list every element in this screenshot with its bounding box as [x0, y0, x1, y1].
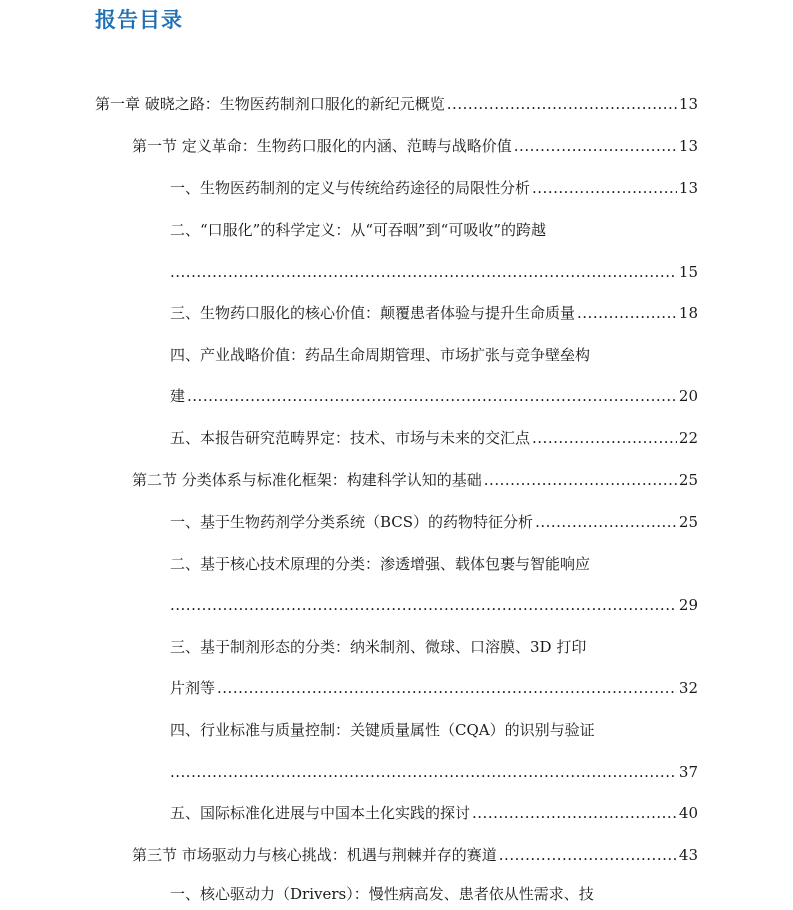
- toc-page-number: 20: [678, 387, 698, 405]
- toc-entry-section-3[interactable]: [132, 845, 698, 865]
- page-title: 报告目录: [95, 8, 183, 32]
- toc-entry-1-3[interactable]: [170, 303, 698, 323]
- toc-leader-dots: [472, 803, 677, 823]
- toc-entry-2-1[interactable]: [170, 512, 698, 532]
- toc-entry-text: 一、生物医药制剂的定义与传统给药途径的局限性分析: [170, 179, 531, 197]
- toc-leader-dots: [170, 762, 677, 782]
- toc-entry-1-2-line1[interactable]: 二、“口服化”的科学定义：从“可吞咽”到“可吸收”的跨越: [170, 221, 547, 239]
- toc-entry-1-4-line1[interactable]: 四、产业战略价值：药品生命周期管理、市场扩张与竞争壁垒构: [170, 346, 591, 364]
- toc-entry-text: 第一节 定义革命：生物药口服化的内涵、范畴与战略价值: [132, 137, 512, 155]
- toc-page-number: 13: [678, 179, 698, 197]
- toc-entry-text: 第一章 破晓之路：生物医药制剂口服化的新纪元概览: [95, 95, 445, 113]
- toc-entry-text: 第三节 市场驱动力与核心挑战：机遇与荆棘并存的赛道: [132, 846, 497, 864]
- toc-entry-2-4-line1[interactable]: 四、行业标准与质量控制：关键质量属性（CQA）的识别与验证: [170, 721, 595, 739]
- toc-page-number: 25: [678, 513, 698, 531]
- toc-leader-dots: [484, 470, 677, 490]
- toc-page-number: 13: [678, 137, 698, 155]
- toc-leader-dots: [499, 845, 677, 865]
- toc-page-number: 25: [678, 471, 698, 489]
- toc-entry-text: 片剂等: [170, 679, 216, 697]
- toc-entry-text: 一、基于生物药剂学分类系统（BCS）的药物特征分析: [170, 513, 534, 531]
- toc-entry-text: 五、本报告研究范畴界定：技术、市场与未来的交汇点: [170, 429, 531, 447]
- toc-entry-1-4[interactable]: [170, 386, 698, 406]
- toc-leader-dots: [217, 678, 677, 698]
- toc-leader-dots: [535, 512, 677, 532]
- toc-page-number: 32: [678, 679, 698, 697]
- toc-page-number: 40: [678, 804, 698, 822]
- toc-entry-text: 三、生物药口服化的核心价值：颠覆患者体验与提升生命质量: [170, 304, 576, 322]
- toc-leader-dots: [577, 303, 677, 323]
- toc-leader-dots: [170, 595, 677, 615]
- toc-entry-text: 建: [170, 387, 186, 405]
- toc-entry-2-2-line1[interactable]: 二、基于核心技术原理的分类：渗透增强、载体包裹与智能响应: [170, 555, 591, 573]
- toc-page-number: 15: [678, 263, 698, 281]
- toc-leader-dots: [532, 178, 677, 198]
- toc-page-number: 22: [678, 429, 698, 447]
- toc-entry-text: 第二节 分类体系与标准化框架：构建科学认知的基础: [132, 471, 482, 489]
- toc-entry-2-5[interactable]: [170, 803, 698, 823]
- toc-page-number: 18: [678, 304, 698, 322]
- toc-entry-text: 五、国际标准化进展与中国本土化实践的探讨: [170, 804, 471, 822]
- toc-leader-dots: [447, 94, 677, 114]
- toc-leader-dots: [187, 386, 677, 406]
- toc-page-number: 29: [678, 596, 698, 614]
- toc-entry-1-2[interactable]: [170, 262, 698, 282]
- toc-entry-section-2[interactable]: [132, 470, 698, 490]
- toc-leader-dots: [532, 428, 677, 448]
- toc-entry-chapter-1[interactable]: [95, 94, 698, 114]
- toc-entry-section-1[interactable]: [132, 136, 698, 156]
- toc-entry-2-2[interactable]: [170, 595, 698, 615]
- toc-page-number: 43: [678, 846, 698, 864]
- toc-entry-1-5[interactable]: [170, 428, 698, 448]
- toc-page-number: 37: [678, 763, 698, 781]
- toc-page-number: 13: [678, 95, 698, 113]
- toc-entry-2-4[interactable]: [170, 762, 698, 782]
- toc-leader-dots: [514, 136, 677, 156]
- toc-entry-1-1[interactable]: [170, 178, 698, 198]
- toc-entry-3-1-line1[interactable]: 一、核心驱动力（Drivers）：慢性病高发、患者依从性需求、技: [170, 885, 594, 903]
- toc-entry-2-3-line1[interactable]: 三、基于制剂形态的分类：纳米制剂、微球、口溶膜、3D 打印: [170, 638, 587, 656]
- toc-leader-dots: [170, 262, 677, 282]
- toc-entry-2-3[interactable]: [170, 678, 698, 698]
